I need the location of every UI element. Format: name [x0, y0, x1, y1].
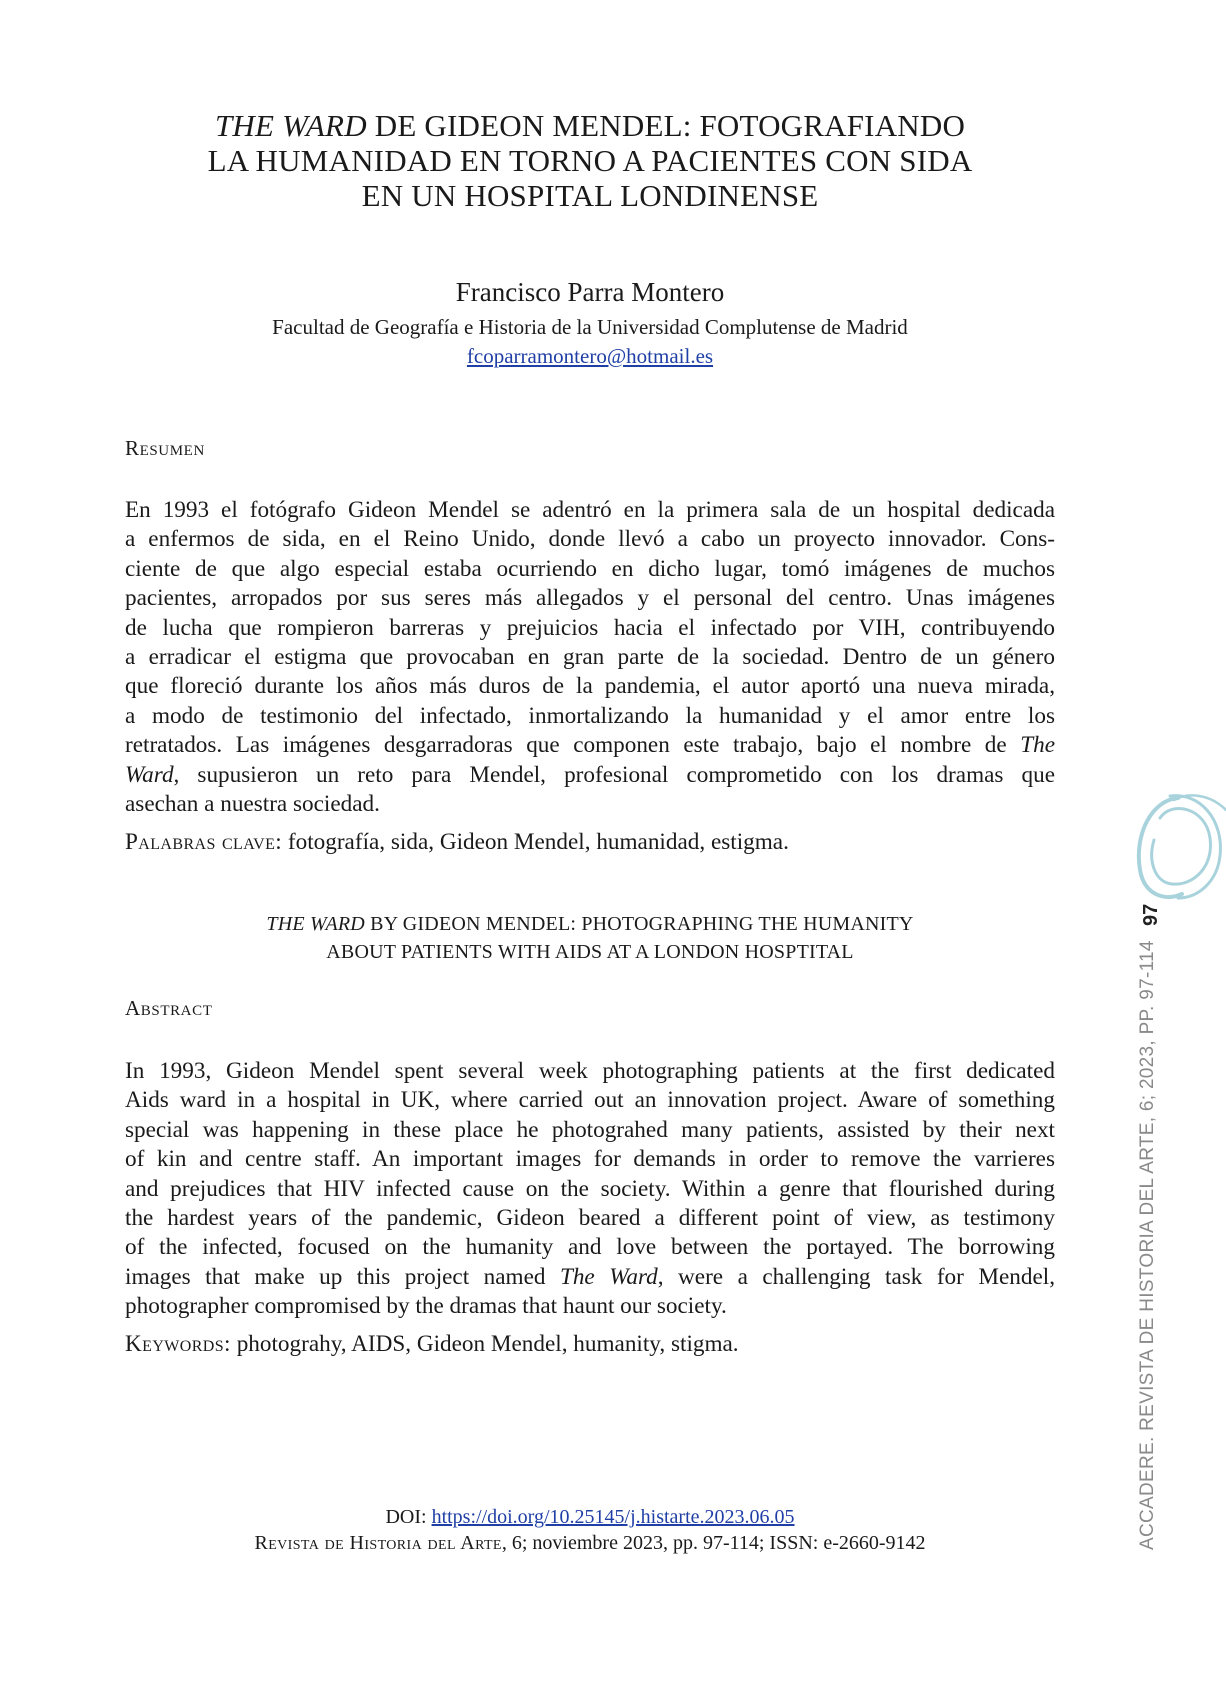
title-line-3: EN UN HOSPITAL LONDINENSE	[361, 178, 819, 213]
resumen-line: asechan a nuestra sociedad.	[125, 790, 380, 817]
resumen-line: pacientes, arropados por sus seres más allegados y el personal del centro. Unas imágenes	[125, 585, 1055, 612]
abstract-line: of the infected, focused on the humanity and love between the portayed. The borrowing	[125, 1234, 1055, 1261]
resumen-line: retratados. Las imágenes desgarradoras que componen este trabajo, bajo el nombre de The	[125, 732, 1055, 759]
abstract-line: of kin and centre staff. An important images for demands in order to remove the varrieres	[125, 1146, 1055, 1173]
article-title	[125, 108, 1055, 213]
citation-details: , 6; noviembre 2023, pp. 97-114; ISSN: e-2660-9142	[501, 1532, 926, 1554]
abstract-line: In 1993, Gideon Mendel spent several week photographing patients at the first dedicated	[125, 1058, 1055, 1084]
title-line-1: THE WARD DE GIDEON MENDEL: FOTOGRAFIANDO	[214, 108, 966, 143]
resumen-line: a erradicar el estigma que provocaban en gran parte de la sociedad. Dentro de un género	[125, 643, 1055, 670]
keywords	[125, 1330, 1055, 1359]
resumen-line: que floreció durante los años más duros de la pandemia, el autor aportó una nueva mirada,	[125, 673, 1055, 700]
title-italic: THE WARD	[214, 108, 367, 143]
resumen-line: En 1993 el fotógrafo Gideon Mendel se adentró en la primera sala de un hospital dedicada	[125, 497, 1055, 523]
email-link[interactable]: fcoparramontero@hotmail.es	[466, 344, 714, 368]
doi-link[interactable]: https://doi.org/10.25145/j.histarte.2023.06.05	[431, 1506, 795, 1528]
journal-name: Revista de Historia del Arte	[254, 1532, 502, 1554]
english-title-line-2: ABOUT PATIENTS WITH AIDS AT A LONDON HOSPTITAL	[326, 941, 854, 963]
abstract-paragraph	[125, 1057, 1055, 1322]
title-line-2: LA HUMANIDAD EN TORNO A PACIENTES CON SIDA	[207, 143, 973, 178]
citation	[125, 1531, 1055, 1556]
abstract-line: special was happening in these place he photograhed many patients, assisted by their next	[125, 1116, 1055, 1143]
abstract-line: the hardest years of the pandemic, Gideon beared a different point of view, as testimony	[125, 1204, 1055, 1231]
abstract-heading: Abstract	[125, 996, 213, 1020]
keywords-text: photograhy, AIDS, Gideon Mendel, humanity, stigma.	[230, 1331, 739, 1357]
palabras-clave-label: Palabras clave:	[125, 829, 283, 855]
abstract-line: and prejudices that HIV infected cause on the society. Within a genre that flourished during	[125, 1175, 1055, 1202]
doi	[125, 1505, 1055, 1530]
resumen-line: a enfermos de sida, en el Reino Unido, donde llevó a cabo un proyecto innovador. Cons-	[125, 526, 1055, 553]
english-title	[125, 910, 1055, 966]
english-title-line-1: THE WARD BY GIDEON MENDEL: PHOTOGRAPHING THE HUMANITY	[266, 913, 914, 935]
resumen-heading: Resumen	[125, 436, 205, 460]
journal-logo-icon	[1130, 790, 1226, 910]
author-name: Francisco Parra Montero	[455, 277, 725, 307]
abstract-line: images that make up this project named The Ward, were a challenging task for Mendel,	[125, 1263, 1055, 1290]
palabras-clave	[125, 828, 1055, 857]
resumen-line: Ward, supusieron un reto para Mendel, profesional comprometido con los dramas que	[125, 761, 1055, 788]
abstract-line: photographer compromised by the dramas that haunt our society.	[125, 1293, 727, 1320]
running-head: ACCADERE. REVISTA DE HISTORIA DEL ARTE, 6; 2023, PP. 97-114	[1137, 940, 1158, 1550]
page-number: 97	[1140, 903, 1162, 926]
resumen-paragraph	[125, 496, 1055, 819]
resumen-line: de lucha que rompieron barreras y prejuicios hacia el infectado por VIH, contribuyendo	[125, 614, 1055, 641]
author-email	[125, 342, 1055, 371]
palabras-clave-text: fotografía, sida, Gideon Mendel, humanidad, estigma.	[282, 829, 789, 855]
resumen-line: ciente de que algo especial estaba ocurriendo en dicho lugar, tomó imágenes de muchos	[125, 555, 1055, 582]
doi-label: DOI:	[385, 1506, 432, 1528]
author-affiliation: Facultad de Geografía e Historia de la Universidad Complutense de Madrid	[272, 315, 908, 339]
keywords-label: Keywords:	[125, 1331, 231, 1357]
abstract-line: Aids ward in a hospital in UK, where carried out an innovation project. Aware of something	[125, 1087, 1055, 1114]
resumen-line: a modo de testimonio del infectado, inmortalizando la humanidad y el amor entre los	[125, 702, 1055, 729]
